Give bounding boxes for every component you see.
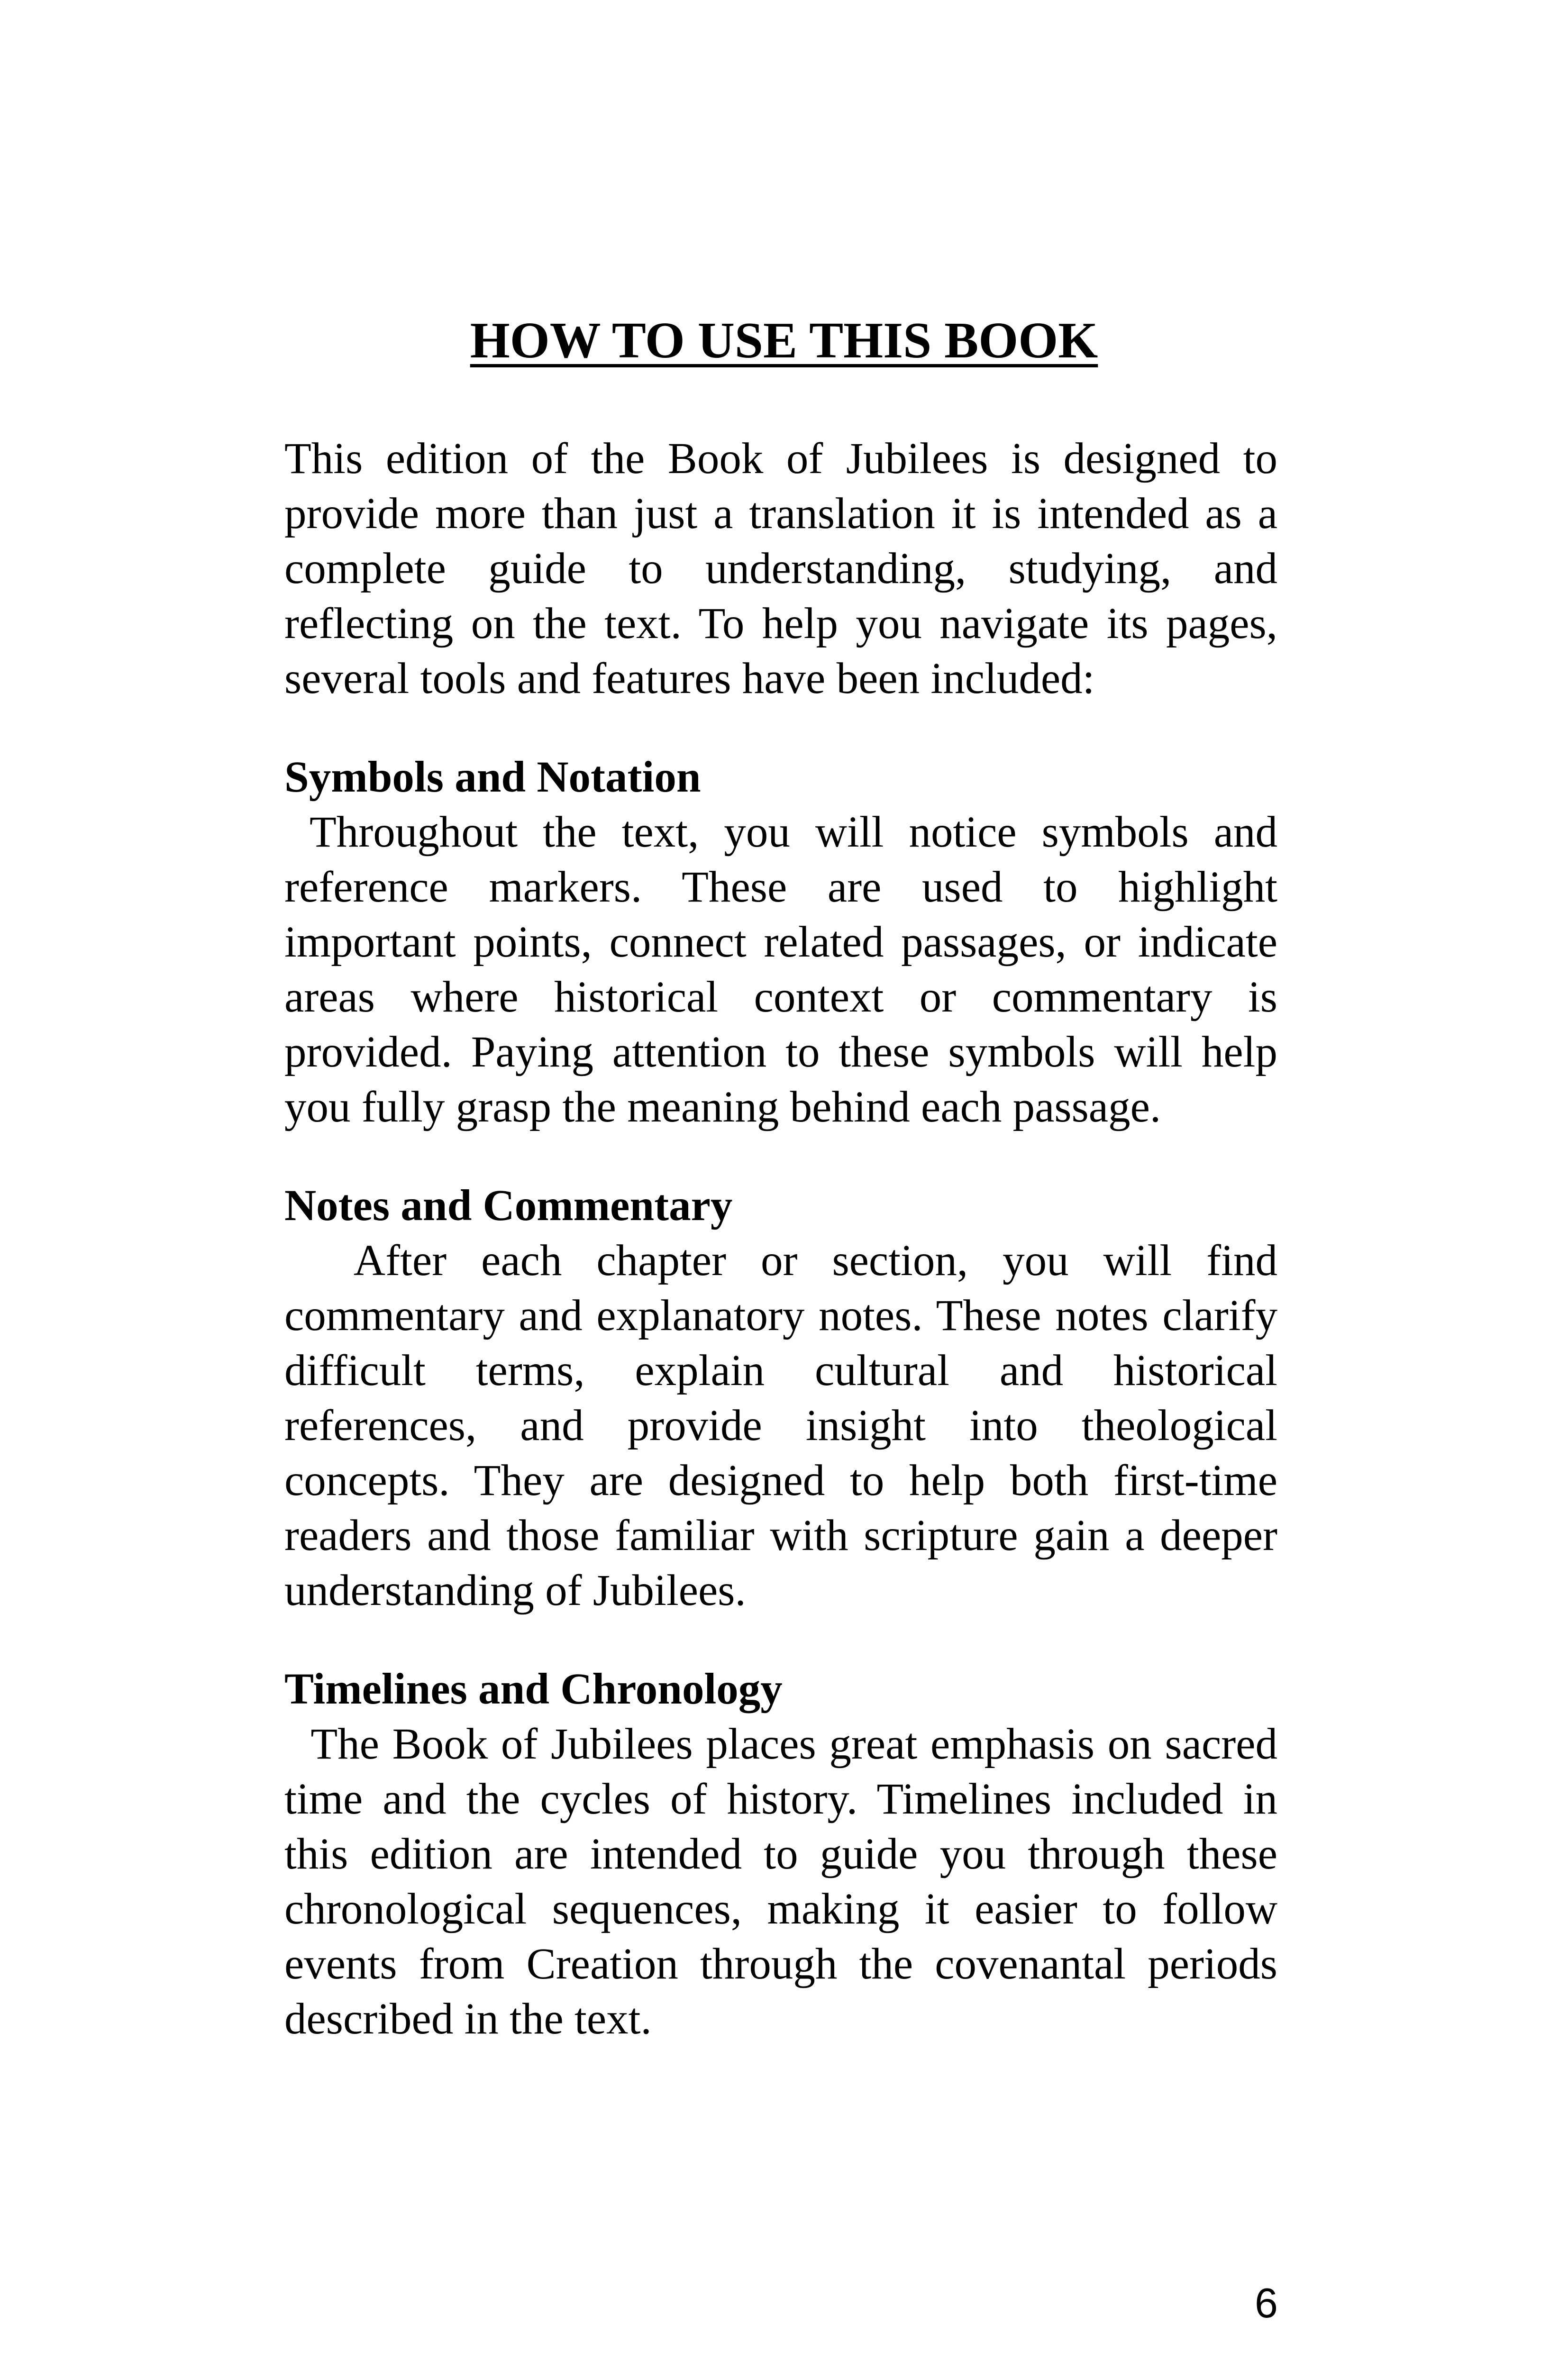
section-heading: Notes and Commentary: [284, 1181, 733, 1230]
intro-paragraph: This edition of the Book of Jubilees is designed to provide more than just a translation it is intended as a complete guide to understanding, studying, and reflecting on the text. To help you navigate its pages, several tools and features have been included:: [284, 434, 1277, 703]
section-body: Throughout the text, you will notice symbols and reference markers. These are used to highlight important points, connect related passages, or indicate areas where historical context or commentary is provided. Paying attention to these symbols will help you fully grasp the meaning behind each passage.: [284, 808, 1277, 1131]
section-body: After each chapter or section, you will find commentary and explanatory notes. These notes clarify difficult terms, explain cultural and historical references, and provide insight into theological concepts. They are designed to help both first-time readers and those familiar with scripture gain a deeper understanding of Jubilees.: [284, 1236, 1277, 1615]
section-timelines-and-chronology: [284, 1662, 1277, 2047]
page-number: 6: [1255, 2279, 1278, 2326]
page-content: [284, 431, 1277, 2047]
section-body: The Book of Jubilees places great emphasis on sacred time and the cycles of history. Timelines included in this edition are intended to guide you through these chronological sequences, making it easier to follow events from Creation through the covenantal periods described in the text.: [284, 1720, 1277, 2043]
section-notes-and-commentary: [284, 1178, 1277, 1618]
section-heading: Symbols and Notation: [284, 753, 701, 802]
section-heading: Timelines and Chronology: [284, 1665, 783, 1714]
page-title: HOW TO USE THIS BOOK: [470, 312, 1098, 369]
section-symbols-and-notation: [284, 750, 1277, 1135]
